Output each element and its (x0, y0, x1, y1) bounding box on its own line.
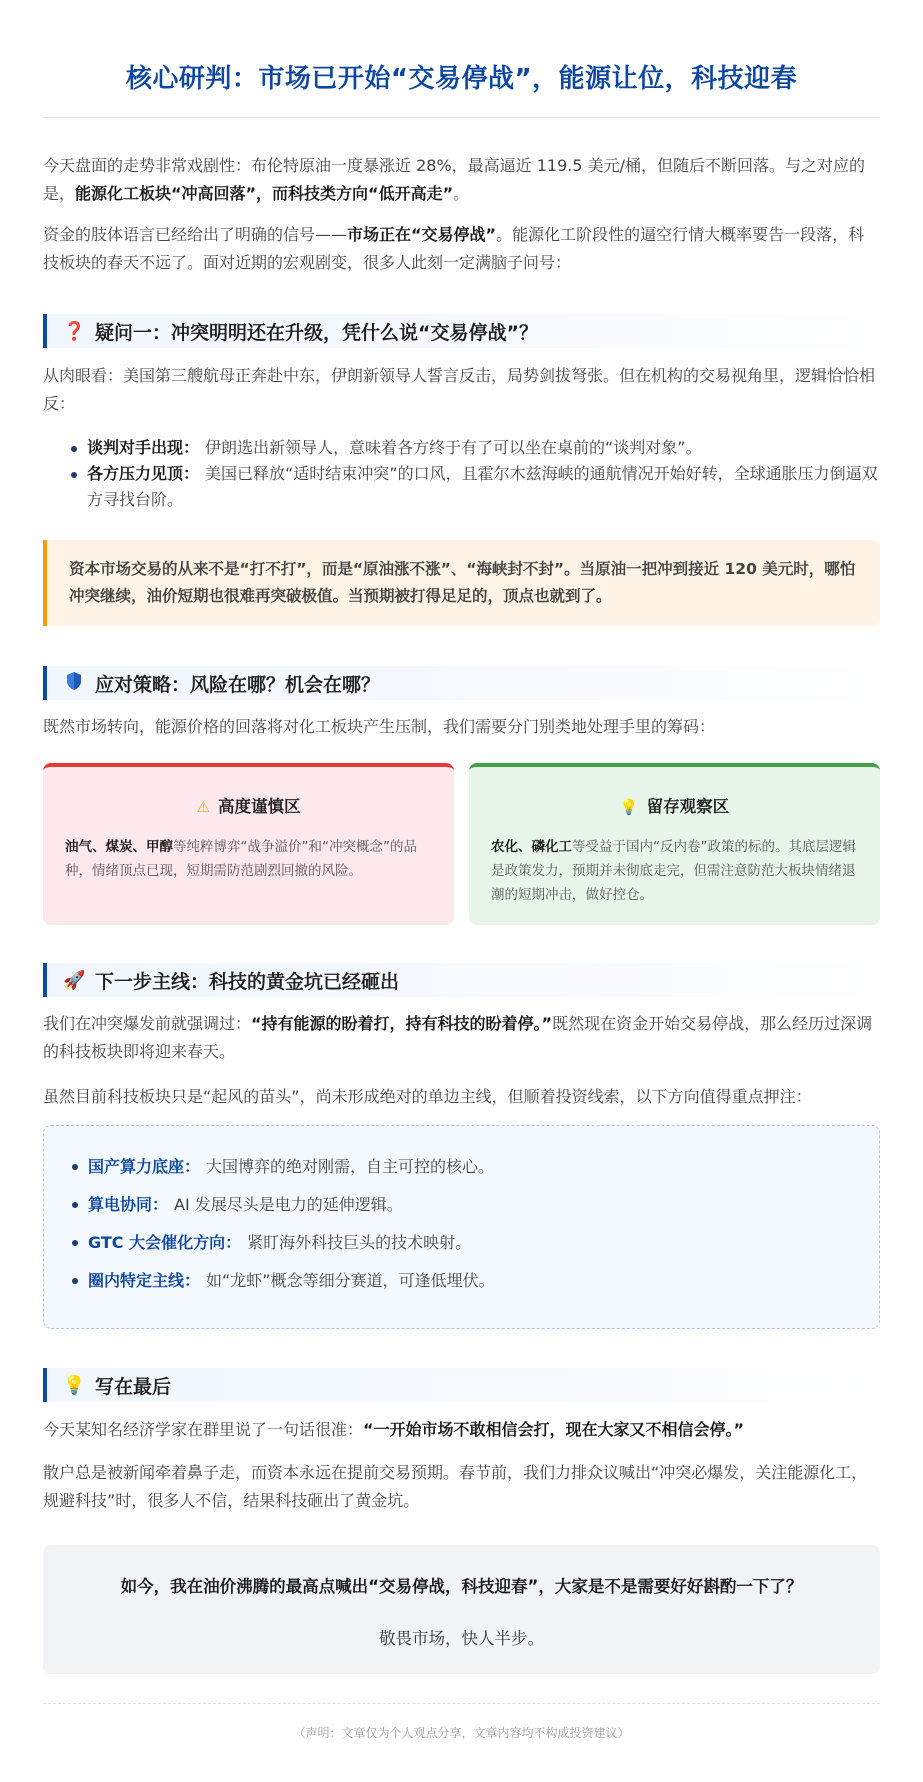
bulb-icon: 💡 (63, 1374, 86, 1396)
intro-highlight: 市场正在“交易停战” (347, 225, 497, 244)
intro-text: 今天盘面的走势非常戏剧性：布伦特原油一度暴涨近 28%，最高逼近 119.5 美元/桶，但随后不断回落。与之对应的是， (43, 156, 866, 203)
section-heading-question-1 (43, 314, 880, 348)
intro-text: 资金的肢体语言已经给出了明确的信号—— (43, 225, 348, 244)
section2-paragraph: 既然市场转向，能源价格的回落将对化工板块产生压制，我们需要分门别类地处理手里的筹码： (43, 717, 716, 736)
card-title-text: 高度谨慎区 (217, 797, 301, 816)
section-heading-text: 应对策略：风险在哪？机会在哪？ (95, 673, 381, 696)
list-item (44, 1224, 879, 1262)
item-label: 国产算力底座： (88, 1157, 201, 1176)
section-heading-text: 下一步主线：科技的黄金坑已经砸出 (95, 970, 400, 993)
section4-paragraph-1 (43, 1416, 880, 1444)
caution-zone-card (43, 763, 454, 925)
para-highlight: “一开始市场不敢相信会打，现在大家又不相信会停。” (363, 1420, 745, 1439)
list-item (44, 1148, 879, 1186)
item-text: 紧盯海外科技巨头的技术映射。 (247, 1233, 472, 1252)
closing-question: 如今，我在油价沸腾的最高点喊出“交易停战，科技迎春”，大家是不是需要好好斟酌一下了？ (120, 1577, 803, 1596)
list-item (44, 1186, 879, 1224)
card-title (65, 793, 432, 817)
disclaimer: （声明：文章仅为个人观点分享，文章内容均不构成投资建议） (293, 1726, 630, 1740)
card-title (491, 793, 858, 817)
intro-highlight: 能源化工板块“冲高回落”，而科技类方向“低开高走” (75, 184, 454, 203)
warning-icon: ⚠ (196, 798, 210, 816)
rocket-icon: 🚀 (63, 969, 86, 991)
card-body (491, 835, 858, 907)
para-text-end: 既然现在资金开始交易停战，那么经历过深调的科技板块即将迎来春天。 (43, 1014, 873, 1061)
section-heading-final (43, 1368, 880, 1402)
card-text: 等纯粹博弈“战争溢价”和“冲突概念”的品种，情绪顶点已现，短期需防范剧烈回撤的风险。 (65, 839, 417, 879)
section3-paragraph-2: 虽然目前科技板块只是“起风的苗头”，尚未形成绝对的单边主线，但顺着投资线索，以下方向值得重点押注： (43, 1087, 812, 1106)
card-body (65, 835, 432, 883)
para-highlight: “持有能源的盼着打，持有科技的盼着停。” (251, 1014, 553, 1033)
bullet-text: 美国已释放“适时结束冲突”的口风，且霍尔木兹海峡的通航情况开始好转，全球通胀压力倒逼双方寻找台阶。 (87, 464, 878, 509)
closing-slogan: 敬畏市场，快人半步。 (379, 1629, 544, 1648)
section-heading-text: 疑问一：冲突明明还在升级，凭什么说“交易停战”？ (95, 321, 538, 344)
bullet-label: 谈判对手出现： (87, 438, 200, 457)
item-label: GTC 大会催化方向： (88, 1233, 242, 1252)
bullet-label: 各方压力见顶： (87, 464, 200, 483)
bulb-icon: 💡 (619, 798, 639, 816)
shield-icon (63, 671, 85, 696)
tech-directions-list (44, 1148, 879, 1300)
section1-paragraph: 从肉眼看：美国第三艘航母正奔赴中东，伊朗新领导人誓言反击，局势剑拔弩张。但在机构的交易视角里，逻辑恰恰相反： (43, 366, 876, 413)
para-text: 我们在冲突爆发前就强调过： (43, 1014, 252, 1033)
intro-paragraph-1 (43, 152, 880, 208)
intro-paragraph-2 (43, 221, 880, 277)
section3-paragraph-1 (43, 1010, 880, 1066)
tech-directions-box (43, 1125, 880, 1329)
section-heading-text: 写在最后 (95, 1375, 172, 1398)
closing-box (43, 1545, 880, 1674)
section-heading-next-mainline (43, 963, 880, 997)
item-text: 大国博弈的绝对刚需，自主可控的核心。 (206, 1157, 495, 1176)
highlight-quote: 资本市场交易的从来不是“打不打”，而是“原油涨不涨”、“海峡封不封”。当原油一把冲到接近 120 美元时，哪怕冲突继续，油价短期也很难再突破极值。当预期被打得足足的，顶点也就到了。 (43, 540, 880, 626)
page-title: 核心研判：市场已开始“交易停战”，能源让位，科技迎春 (43, 0, 880, 118)
section4-paragraph-2: 散户总是被新闻牵着鼻子走，而资本永远在提前交易预期。春节前，我们力排众议喊出“冲突必爆发，关注能源化工，规避科技”时，很多人不信，结果科技砸出了黄金坑。 (43, 1463, 868, 1510)
card-title-text: 留存观察区 (646, 797, 730, 816)
list-item (43, 435, 880, 461)
card-highlight: 农化、磷化工 (491, 839, 572, 855)
section-heading-strategy (43, 666, 880, 700)
card-text: 等受益于国内“反内卷”政策的标的。其底层逻辑是政策发力，预期并未彻底走完，但需注意防范大板块情绪退潮的短期冲击，做好控仓。 (491, 839, 856, 903)
item-label: 圈内特定主线： (88, 1271, 201, 1290)
item-label: 算电协同： (88, 1195, 169, 1214)
divider (43, 1703, 880, 1704)
list-item (43, 461, 880, 513)
section1-bullet-list (43, 435, 880, 513)
item-text: AI 发展尽头是电力的延伸逻辑。 (174, 1195, 403, 1214)
watch-zone-card (469, 763, 880, 925)
para-text: 今天某知名经济学家在群里说了一句话很准： (43, 1420, 364, 1439)
list-item (44, 1262, 879, 1300)
intro-text-end: 。 (453, 184, 470, 203)
bullet-text: 伊朗选出新领导人，意味着各方终于有了可以坐在桌前的“谈判对象”。 (205, 438, 702, 457)
intro-text-end: 。能源化工阶段性的逼空行情大概率要告一段落，科技板块的春天不远了。面对近期的宏观剧变，很多人此刻一定满脑子问号： (43, 225, 865, 272)
item-text: 如“龙虾”概念等细分赛道，可逢低埋伏。 (206, 1271, 495, 1290)
question-icon: ❓ (63, 320, 86, 342)
card-highlight: 油气、煤炭、甲醇 (65, 839, 173, 855)
